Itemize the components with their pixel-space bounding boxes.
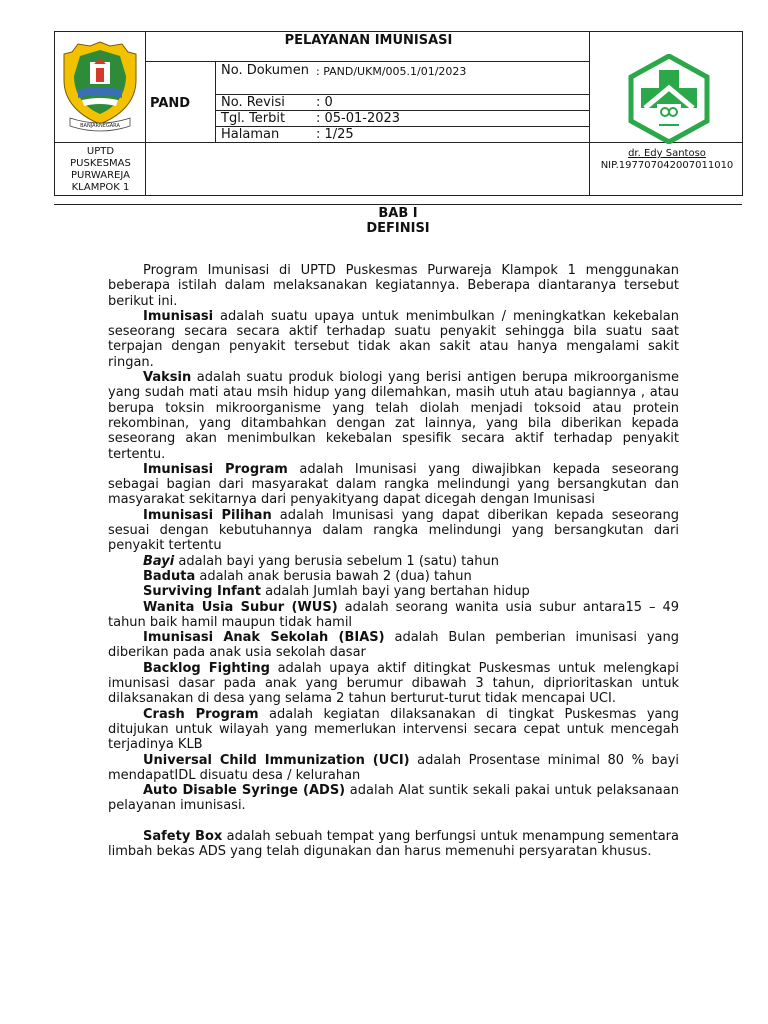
definition-paragraph: Wanita Usia Subur (WUS) adalah seorang wanita usia subur antara15 – 49 tahun baik hamil maupun tidak hamil xyxy=(108,599,679,630)
regency-emblem-logo xyxy=(60,40,140,138)
definition-paragraph: Surviving Infant adalah Jumlah bayi yang bertahan hidup xyxy=(143,584,530,600)
doc-number-value: : PAND/UKM/005.1/01/2023 xyxy=(316,65,467,78)
doc-number-label: No. Dokumen xyxy=(221,63,309,78)
document-code: PAND xyxy=(150,96,191,111)
definition-paragraph: Auto Disable Syringe (ADS) adalah Alat suntik sekali pakai untuk pelaksanaan pelayanan imunisasi. xyxy=(108,783,679,814)
grid-line xyxy=(145,61,589,62)
definition-paragraph: Universal Child Immunization (UCI) adalah Prosentase minimal 80 % bayi mendapatIDL disuatu desa / kelurahan xyxy=(108,752,679,783)
document-title: PELAYANAN IMUNISASI xyxy=(284,33,453,48)
document-header xyxy=(54,31,743,196)
definition-paragraph: Imunisasi Anak Sekolah (BIAS) adalah Bulan pemberian imunisasi yang diberikan pada anak usia sekolah dasar xyxy=(108,630,679,661)
chapter-title: BAB I xyxy=(378,206,418,221)
definition-paragraph: Crash Program adalah kegiatan dilaksanakan di tingkat Puskesmas yang ditujukan untuk wilayah yang memerlukan intervensi secara cepat untuk mencegah terjadinya KLB xyxy=(108,706,680,753)
signatory-nip: NIP.197707042007011010 xyxy=(600,160,734,171)
puskesmas-cross-logo xyxy=(627,54,711,144)
definition-paragraph: Safety Box adalah sebuah tempat yang berfungsi untuk menampung sementara limbah bekas ADS yang telah digunakan dan harus memenuhi persyaratan khusus. xyxy=(108,828,679,859)
definition-paragraph: Imunisasi Program adalah Imunisasi yang diwajibkan kepada seseorang sebagai bagian dari masyarakat dalam rangka melindungi yang bersangkutan dan masyarakat sekitarnya dari penyakityang dapat dicegah dengan Imunisasi xyxy=(108,461,679,508)
definition-paragraph: Baduta adalah anak berusia bawah 2 (dua) tahun xyxy=(143,568,472,584)
issue-date-value: : 05-01-2023 xyxy=(316,111,401,126)
page-label: Halaman xyxy=(221,127,280,142)
issue-date-label: Tgl. Terbit xyxy=(221,111,286,126)
header-divider xyxy=(54,204,742,205)
revision-label: No. Revisi xyxy=(221,95,285,110)
definitions-body xyxy=(108,263,679,859)
definition-paragraph: Imunisasi Pilihan adalah Imunisasi yang dapat diberikan kepada seseorang sesuai dengan kebutuhannya dalam rangka melindungi yang bersangkutan dari penyakit tertentu xyxy=(108,507,679,554)
page-value: : 1/25 xyxy=(316,127,354,142)
emblem-caption: BANJARNEGARA xyxy=(80,123,120,129)
chapter-subtitle: DEFINISI xyxy=(366,221,430,236)
unit-name: UPTD PUSKESMAS PURWAREJA KLAMPOK 1 xyxy=(70,146,131,193)
definition-paragraph: Imunisasi adalah suatu upaya untuk menimbulkan / meningkatkan kekebalan seseorang secara secara aktif terhadap suatu penyakit sehingga bila suatu saat terpajan dengan penyakit tersebut tidak akan sakit atau hanya mengalami sakit ringan. xyxy=(108,308,679,370)
definition-paragraph: Backlog Fighting adalah upaya aktif ditingkat Puskesmas untuk melengkapi imunisasi dasar pada anak yang berumur dibawah 3 tahun, diprioritaskan untuk dilaksanakan di desa yang selama 2 tahun berturut-turut tidak mencapai UCI. xyxy=(108,660,679,707)
signatory-name: dr. Edy Santoso xyxy=(628,148,706,159)
revision-value: : 0 xyxy=(316,95,333,110)
definition-paragraph: Bayi adalah bayi yang berusia sebelum 1 (satu) tahun xyxy=(143,553,499,569)
signatory xyxy=(590,148,744,172)
grid-line xyxy=(215,61,216,142)
definition-paragraph: Vaksin adalah suatu produk biologi yang berisi antigen berupa mikroorganisme yang sudah mati atau msih hidup yang dilemahkan, masih utuh atau bagiannya , atau berupa toksin mikroorganisme yang telah diolah menjadi toksoid atau protein rekombinan, yang ditambahkan dengan zat lainnya, yang bila diberikan kepada seseorang akan menimbulkan kekebalan spesifik secara aktif terhadap penyakit tertentu. xyxy=(108,370,679,462)
intro-paragraph: Program Imunisasi di UPTD Puskesmas Purwareja Klampok 1 menggunakan beberapa istilah dalam melaksanakan kegiatannya. Beberapa diantaranya tersebut berikut ini. xyxy=(108,263,679,309)
